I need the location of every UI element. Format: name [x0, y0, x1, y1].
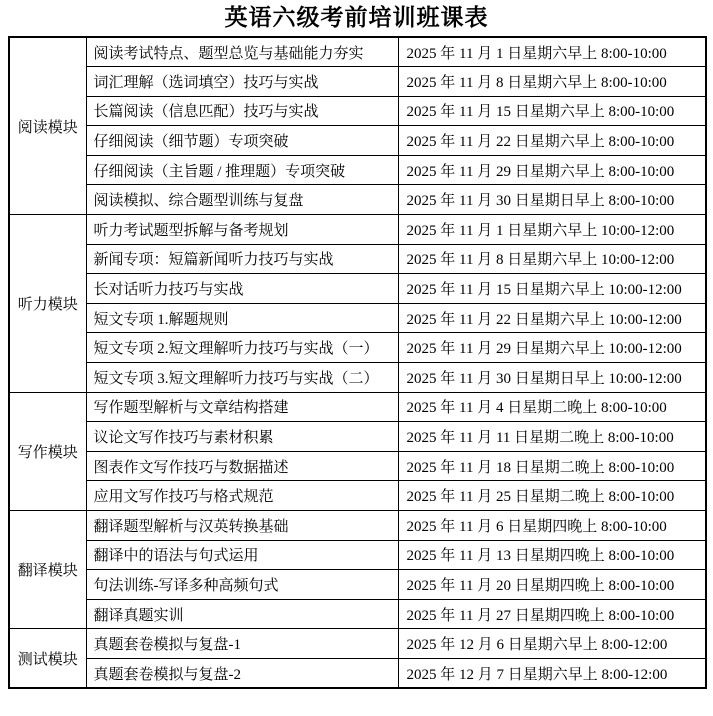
table-row — [9, 155, 706, 185]
table-row — [9, 333, 706, 363]
schedule-table-body — [9, 37, 706, 688]
table-row — [9, 96, 706, 126]
module-cell-0: 阅读模块 — [9, 37, 86, 215]
course-cell: 短文专项 1.解题规则 — [86, 303, 398, 333]
table-row — [9, 451, 706, 481]
table-row — [9, 363, 706, 393]
table-row — [9, 422, 706, 452]
table-row — [9, 37, 706, 67]
course-cell: 长对话听力技巧与实战 — [86, 274, 398, 304]
table-row — [9, 570, 706, 600]
time-cell: 2025 年 11 月 29 日星期六早上 10:00-12:00 — [398, 333, 706, 363]
time-cell: 2025 年 11 月 1 日星期六早上 10:00-12:00 — [398, 215, 706, 245]
time-cell: 2025 年 11 月 18 日星期二晚上 8:00-10:00 — [398, 451, 706, 481]
table-row — [9, 215, 706, 245]
table-row — [9, 629, 706, 659]
course-cell: 句法训练-写译多种高频句式 — [86, 570, 398, 600]
table-row — [9, 599, 706, 629]
table-row — [9, 274, 706, 304]
table-row — [9, 481, 706, 511]
time-cell: 2025 年 12 月 7 日星期六早上 8:00-12:00 — [398, 658, 706, 688]
time-cell: 2025 年 11 月 22 日星期六早上 8:00-10:00 — [398, 126, 706, 156]
time-cell: 2025 年 11 月 6 日星期四晚上 8:00-10:00 — [398, 511, 706, 541]
course-cell: 阅读考试特点、题型总览与基础能力夯实 — [86, 37, 398, 67]
course-cell: 翻译中的语法与句式运用 — [86, 540, 398, 570]
schedule-table — [8, 36, 707, 689]
time-cell: 2025 年 11 月 15 日星期六早上 10:00-12:00 — [398, 274, 706, 304]
table-row — [9, 392, 706, 422]
time-cell: 2025 年 11 月 11 日星期二晚上 8:00-10:00 — [398, 422, 706, 452]
time-cell: 2025 年 11 月 30 日星期日早上 8:00-10:00 — [398, 185, 706, 215]
course-cell: 新闻专项：短篇新闻听力技巧与实战 — [86, 244, 398, 274]
course-cell: 翻译真题实训 — [86, 599, 398, 629]
time-cell: 2025 年 11 月 15 日星期六早上 8:00-10:00 — [398, 96, 706, 126]
course-cell: 阅读模拟、综合题型训练与复盘 — [86, 185, 398, 215]
course-cell: 短文专项 2.短文理解听力技巧与实战（一） — [86, 333, 398, 363]
time-cell: 2025 年 12 月 6 日星期六早上 8:00-12:00 — [398, 629, 706, 659]
time-cell: 2025 年 11 月 1 日星期六早上 8:00-10:00 — [398, 37, 706, 67]
module-cell-4: 测试模块 — [9, 629, 86, 688]
table-row — [9, 67, 706, 97]
course-cell: 短文专项 3.短文理解听力技巧与实战（二） — [86, 363, 398, 393]
course-cell: 应用文写作技巧与格式规范 — [86, 481, 398, 511]
time-cell: 2025 年 11 月 22 日星期六早上 10:00-12:00 — [398, 303, 706, 333]
table-row — [9, 244, 706, 274]
time-cell: 2025 年 11 月 20 日星期四晚上 8:00-10:00 — [398, 570, 706, 600]
time-cell: 2025 年 11 月 4 日星期二晚上 8:00-10:00 — [398, 392, 706, 422]
course-cell: 写作题型解析与文章结构搭建 — [86, 392, 398, 422]
course-cell: 真题套卷模拟与复盘-2 — [86, 658, 398, 688]
time-cell: 2025 年 11 月 8 日星期六早上 10:00-12:00 — [398, 244, 706, 274]
course-cell: 仔细阅读（细节题）专项突破 — [86, 126, 398, 156]
time-cell: 2025 年 11 月 29 日星期六早上 8:00-10:00 — [398, 155, 706, 185]
module-cell-1: 听力模块 — [9, 215, 86, 393]
module-cell-2: 写作模块 — [9, 392, 86, 510]
course-cell: 议论文写作技巧与素材积累 — [86, 422, 398, 452]
course-cell: 翻译题型解析与汉英转换基础 — [86, 511, 398, 541]
module-cell-3: 翻译模块 — [9, 511, 86, 629]
table-row — [9, 511, 706, 541]
course-cell: 图表作文写作技巧与数据描述 — [86, 451, 398, 481]
course-cell: 词汇理解（选词填空）技巧与实战 — [86, 67, 398, 97]
course-cell: 真题套卷模拟与复盘-1 — [86, 629, 398, 659]
table-row — [9, 185, 706, 215]
course-cell: 听力考试题型拆解与备考规划 — [86, 215, 398, 245]
course-cell: 仔细阅读（主旨题 / 推理题）专项突破 — [86, 155, 398, 185]
time-cell: 2025 年 11 月 8 日星期六早上 8:00-10:00 — [398, 67, 706, 97]
time-cell: 2025 年 11 月 30 日星期日早上 10:00-12:00 — [398, 363, 706, 393]
time-cell: 2025 年 11 月 13 日星期四晚上 8:00-10:00 — [398, 540, 706, 570]
table-row — [9, 540, 706, 570]
table-row — [9, 303, 706, 333]
time-cell: 2025 年 11 月 25 日星期二晚上 8:00-10:00 — [398, 481, 706, 511]
table-row — [9, 658, 706, 688]
page-title: 英语六级考前培训班课表 — [224, 5, 489, 30]
table-row — [9, 126, 706, 156]
course-cell: 长篇阅读（信息匹配）技巧与实战 — [86, 96, 398, 126]
time-cell: 2025 年 11 月 27 日星期四晚上 8:00-10:00 — [398, 599, 706, 629]
